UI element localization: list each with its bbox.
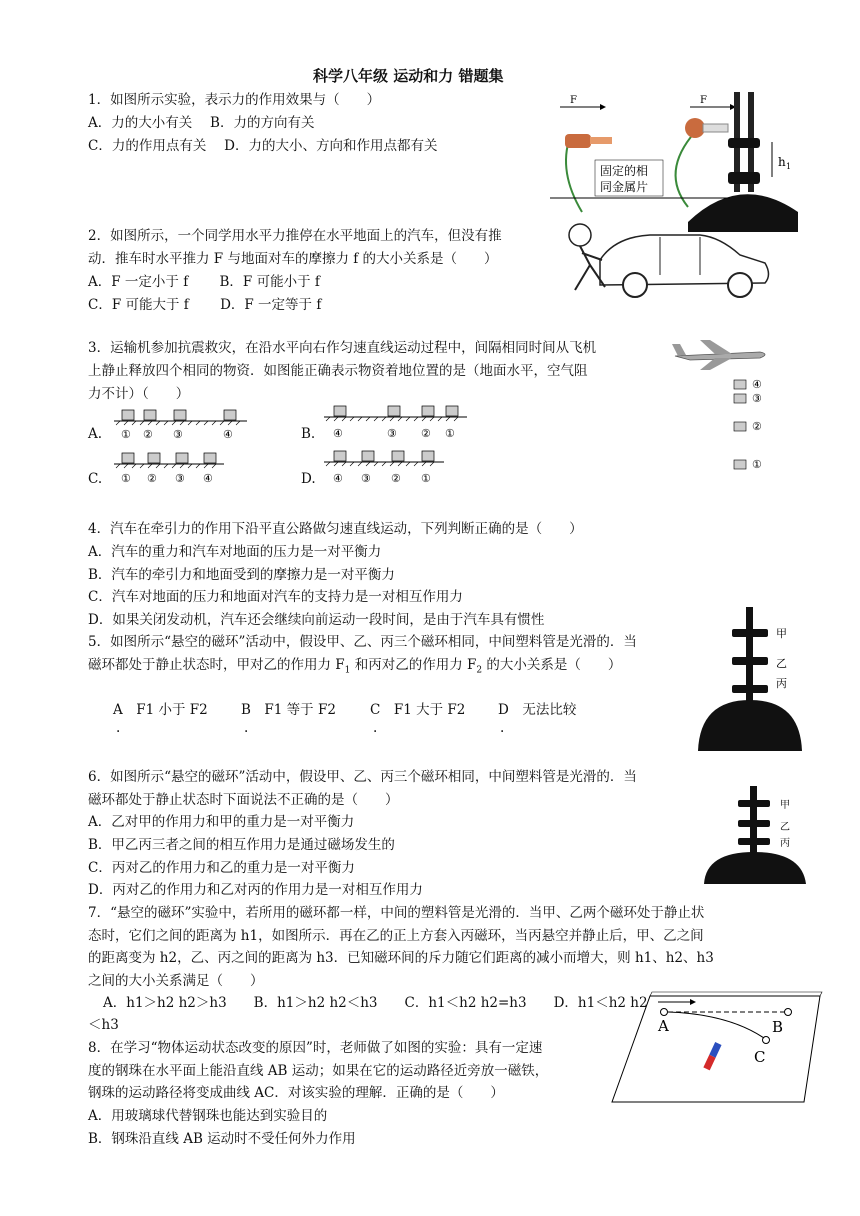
q8-fig-a: A	[658, 1017, 669, 1035]
svg-text:①: ①	[121, 472, 131, 485]
q4-stem: 4．汽车在牵引力的作用下沿平直公路做匀速直线运动，下列判断正确的是（ ）	[88, 521, 583, 537]
q3-plane-figure	[670, 338, 780, 478]
q3-option-b-figure	[322, 404, 472, 444]
q1-fig-f2-label: F	[700, 95, 707, 106]
q3-line1: 3．运输机参加抗震救灾，在沿水平向右作匀速直线运动过程中，间隔相同时间从飞机	[88, 340, 597, 356]
q8-fig-c: C	[754, 1048, 766, 1066]
q5-option-b: B F1 等于 F2	[241, 702, 336, 718]
q4-option-a: A．汽车的重力和汽车对地面的压力是一对平衡力	[88, 544, 382, 560]
svg-text:②: ②	[391, 472, 401, 485]
q3-option-b-label: B.	[301, 426, 316, 442]
q7-options-tail: ＜h3	[88, 1017, 119, 1033]
q5-line1: 5．如图所示“悬空的磁环”活动中，假设甲、乙、丙三个磁环相同，中间塑料管是光滑的．当	[88, 634, 637, 650]
q5-fig-bing: 丙	[776, 677, 787, 690]
q3-side-label-3: ③	[752, 392, 762, 405]
q3-option-d-figure	[322, 448, 452, 488]
q5-magnet-figure	[694, 605, 806, 753]
q3-line2: 上静止释放四个相同的物资．如图能正确表示物资着地位置的是（地面水平，空气阻	[88, 363, 588, 379]
q5-option-a: A F1 小于 F2	[113, 702, 208, 718]
q3-option-c-figure	[112, 450, 232, 490]
q2-options-cd: C．F 可能大于 f D．F 一定等于 f	[88, 297, 322, 313]
q5-dot-a: .	[116, 720, 121, 736]
q1-fig-caption2: 同金属片	[600, 180, 649, 194]
q5-dot-b: .	[244, 720, 249, 736]
svg-text:②: ②	[421, 427, 431, 440]
q5-option-d: D 无法比较	[498, 702, 577, 718]
svg-text:③: ③	[175, 472, 185, 485]
q1-fig-h1-label: h	[778, 155, 786, 169]
page-title: 科学八年级 运动和力 错题集	[313, 67, 504, 85]
svg-text:④: ④	[203, 472, 213, 485]
q3-side-label-2: ②	[752, 420, 762, 433]
svg-text:1: 1	[786, 162, 792, 171]
q2-car-figure	[560, 215, 775, 305]
svg-text:丙: 丙	[780, 838, 790, 849]
q6-option-a: A．乙对甲的作用力和甲的重力是一对平衡力	[88, 814, 355, 830]
q3-a-mark-4: ④	[223, 428, 233, 441]
q3-option-a-figure	[112, 404, 252, 444]
q7-options: A．h1＞h2 h2＞h3 B．h1＞h2 h2＜h3 C．h1＜h2 h2=h3 D．h1＜h2 h2	[103, 995, 648, 1011]
svg-text:④: ④	[333, 472, 343, 485]
svg-text:乙: 乙	[780, 822, 790, 833]
q3-side-label-1: ①	[752, 458, 762, 471]
q1-fig-f1-label: F	[570, 95, 577, 106]
q1-figure	[540, 92, 810, 232]
svg-text:甲: 甲	[780, 800, 790, 811]
q5-dot-c: .	[373, 720, 378, 736]
q7-line2: 态时，它们之间的距离为 h1，如图所示．再在乙的正上方套入丙磁环，当丙悬空并静止后，甲、乙之间	[88, 928, 704, 944]
q7-line4: 之间的大小关系满足（ ）	[88, 973, 264, 989]
q1-fig-caption1: 固定的相	[600, 164, 649, 178]
q8-line1: 8．在学习“物体运动状态改变的原因”时，老师做了如图的实验：具有一定速	[88, 1040, 543, 1056]
q3-option-c-label: C.	[88, 471, 103, 487]
q6-line1: 6．如图所示“悬空的磁环”活动中，假设甲、乙、丙三个磁环相同，中间塑料管是光滑的．当	[88, 769, 637, 785]
svg-text:②: ②	[147, 472, 157, 485]
q8-option-a: A．用玻璃球代替钢珠也能达到实验目的	[88, 1108, 328, 1124]
q3-option-d-label: D.	[301, 471, 316, 487]
q3-option-a-label: A.	[88, 426, 103, 442]
q3-line3: 力不计）（ ）	[88, 386, 190, 402]
q8-line3: 钢珠的运动路径将变成曲线 AC．对该实验的理解．正确的是（ ）	[88, 1085, 504, 1101]
q6-option-c: C．丙对乙的作用力和乙的重力是一对平衡力	[88, 860, 355, 876]
q2-line1: 2．如图所示，一个同学用水平力推停在水平地面上的汽车，但没有推	[88, 228, 502, 244]
q3-a-mark-2: ②	[143, 428, 153, 441]
q2-line2: 动．推车时水平推力 F 与地面对车的摩擦力 f 的大小关系是（ ）	[88, 251, 498, 267]
q3-a-mark-1: ①	[121, 428, 131, 441]
q6-line2: 磁环都处于静止状态时下面说法不正确的是（ ）	[88, 792, 399, 808]
q1-stem: 1．如图所示实验，表示力的作用效果与（ ）	[88, 92, 381, 108]
svg-text:①: ①	[421, 472, 431, 485]
q8-track-figure	[608, 990, 830, 1110]
q8-fig-b: B	[772, 1018, 784, 1036]
q5-option-c: C F1 大于 F2	[370, 702, 466, 718]
q4-option-d: D．如果关闭发动机，汽车还会继续向前运动一段时间，是由于汽车具有惯性	[88, 612, 545, 628]
q4-option-c: C．汽车对地面的压力和地面对汽车的支持力是一对相互作用力	[88, 589, 463, 605]
q3-a-mark-3: ③	[173, 428, 183, 441]
svg-text:④: ④	[333, 427, 343, 440]
q6-option-d: D．丙对乙的作用力和乙对丙的作用力是一对相互作用力	[88, 882, 423, 898]
q2-options-ab: A．F 一定小于 f B．F 可能小于 f	[88, 274, 320, 290]
q5-fig-jia: 甲	[776, 627, 787, 640]
q8-line2: 度的钢珠在水平面上能沿直线 AB 运动；如果在它的运动路径近旁放一磁铁，	[88, 1063, 549, 1079]
q7-line3: 的距离变为 h2，乙、丙之间的距离为 h3．已知磁环间的斥力随它们距离的减小而增大，则 h1、h2、h3	[88, 950, 714, 966]
q5-dot-d: .	[500, 720, 505, 736]
q6-magnet-figure	[700, 786, 810, 886]
svg-text:③: ③	[387, 427, 397, 440]
q3-side-label-4: ④	[752, 378, 762, 391]
q6-option-b: B．甲乙丙三者之间的相互作用力是通过磁场发生的	[88, 837, 395, 853]
q7-line1: 7．“悬空的磁环”实验中，若所用的磁环都一样，中间的塑料管是光滑的．当甲、乙两个磁环处于静止状	[88, 905, 705, 921]
q8-option-b: B．钢珠沿直线 AB 运动时不受任何外力作用	[88, 1131, 356, 1147]
svg-text:③: ③	[361, 472, 371, 485]
q5-line2: 磁环都处于静止状态时，甲对乙的作用力 $F_1$ 和丙对乙的作用力 $F_2$ 的大小关系是（ ）	[88, 657, 622, 676]
q5-fig-yi: 乙	[776, 657, 787, 670]
q4-option-b: B．汽车的牵引力和地面受到的摩擦力是一对平衡力	[88, 567, 395, 583]
svg-text:①: ①	[445, 427, 455, 440]
q1-options-ab: A．力的大小有关 B．力的方向有关	[88, 115, 315, 131]
q1-options-cd: C．力的作用点有关 D．力的大小、方向和作用点都有关	[88, 138, 438, 154]
